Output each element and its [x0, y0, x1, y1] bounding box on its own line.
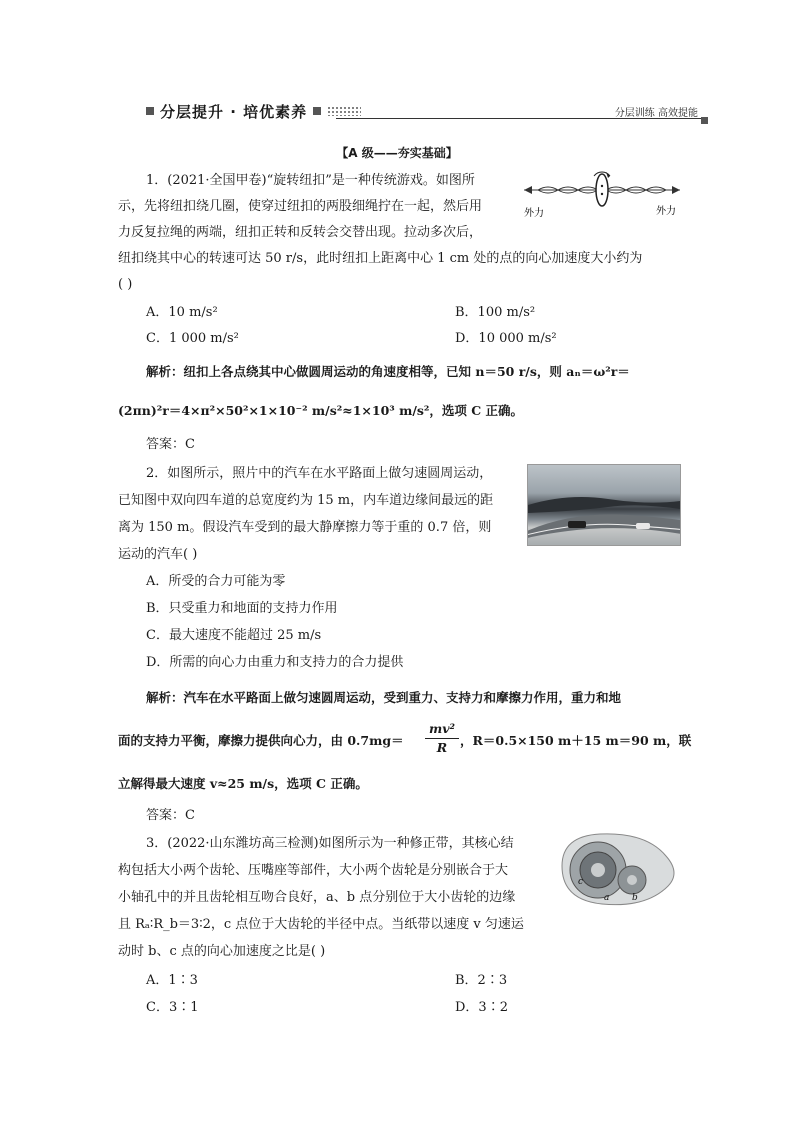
- q3-line-5: 动时 b、c 点的向心加速度之比是( ): [118, 944, 326, 959]
- q2-line-3: 离为 150 m。假设汽车受到的最大静摩擦力等于重的 0.7 倍，则: [118, 520, 492, 535]
- dotted-pattern-icon: [327, 106, 361, 116]
- q1-line-1: 1．(2021·全国甲卷)“旋转纽扣”是一种传统游戏。如图所: [146, 173, 475, 188]
- section-header: [146, 100, 361, 122]
- q1-option-b: B．100 m/s²: [455, 305, 536, 320]
- q3-line-4: 且 Rₐ∶R_b＝3∶2，c 点位于大齿轮的半径中点。当纸带以速度 v 匀速运: [118, 917, 524, 932]
- q2-fraction: [425, 720, 459, 757]
- header-right-text: 分层训练 高效提能: [614, 108, 698, 119]
- q1-analysis-1: 解析：纽扣上各点绕其中心做圆周运动的角速度相等，已知 n＝50 r/s，则 aₙ＝ω²r＝: [146, 364, 630, 379]
- q3-line-2: 构包括大小两个齿轮、压嘴座等部件，大小两个齿轮是分别嵌合于大: [118, 863, 509, 878]
- q1-option-a: A．10 m/s²: [146, 305, 218, 320]
- q2-option-d: D．所需的向心力由重力和支持力的合力提供: [146, 655, 404, 670]
- q1-line-5: ( ): [118, 277, 133, 292]
- q1-force-left-label: 外力: [524, 208, 544, 219]
- q3-figure-correction-tape: [548, 826, 686, 912]
- level-label: 【A 级——夯实基础】: [336, 146, 458, 160]
- q3-line-3: 小轴孔中的并且齿轮相互吻合良好，a、b 点分别位于大小齿轮的边缘: [118, 890, 516, 905]
- q1-answer: 答案：C: [146, 437, 195, 452]
- square-bullet-icon: [701, 117, 708, 124]
- q3-option-b: B．2∶3: [455, 973, 508, 988]
- square-bullet-icon: [313, 107, 321, 115]
- q2-answer: 答案：C: [146, 808, 195, 823]
- q1-option-c: C．1 000 m/s²: [146, 331, 239, 346]
- q2-line-1: 2．如图所示，照片中的汽车在水平路面上做匀速圆周运动，: [146, 466, 493, 481]
- q1-analysis-2: (2πn)²r＝4×π²×50²×1×10⁻² m/s²≈1×10³ m/s²，选项 C 正确。: [118, 403, 524, 418]
- q1-line-2: 示，先将纽扣绕几圈，使穿过纽扣的两股细绳拧在一起，然后用: [118, 199, 483, 214]
- q3-point-c-label: c: [578, 877, 584, 887]
- q1-figure-spinning-button: [518, 166, 686, 222]
- q3-point-a-label: a: [604, 893, 610, 903]
- q3-line-1: 3．(2022·山东潍坊高三检测)如图所示为一种修正带，其核心结: [146, 836, 514, 851]
- square-bullet-icon: [146, 107, 154, 115]
- q3-option-d: D．3∶2: [455, 1000, 508, 1015]
- q1-force-right-label: 外力: [656, 206, 676, 217]
- q1-line-3: 力反复拉绳的两端，纽扣正转和反转会交替出现。拉动多次后，: [118, 225, 483, 240]
- q2-analysis-2b: ，R＝0.5×150 m＋15 m＝90 m，联: [460, 733, 692, 748]
- q2-analysis-2a: 面的支持力平衡，摩擦力提供向心力，由 0.7mg＝: [118, 733, 404, 748]
- section-header-title: 分层提升 · 培优素养: [160, 102, 308, 121]
- fraction-numerator: mv²: [425, 720, 459, 739]
- q3-option-a: A．1∶3: [146, 973, 198, 988]
- road-illustration: [528, 465, 680, 545]
- q1-option-d: D．10 000 m/s²: [455, 331, 557, 346]
- q2-photo-curved-road: [527, 464, 681, 546]
- q3-option-c: C．3∶1: [146, 1000, 199, 1015]
- fraction-denominator: R: [436, 740, 448, 755]
- q3-point-b-label: b: [632, 893, 638, 903]
- q2-analysis-1: 解析：汽车在水平路面上做匀速圆周运动，受到重力、支持力和摩擦力作用，重力和地: [146, 690, 622, 705]
- q2-line-4: 运动的汽车( ): [118, 547, 198, 562]
- q2-option-c: C．最大速度不能超过 25 m/s: [146, 628, 322, 643]
- q1-line-4: 纽扣绕其中心的转速可达 50 r/s，此时纽扣上距离中心 1 cm 处的点的向心加速度大小约为: [118, 251, 643, 266]
- q2-analysis-3: 立解得最大速度 v≈25 m/s，选项 C 正确。: [118, 776, 368, 791]
- q2-option-a: A．所受的合力可能为零: [146, 574, 286, 589]
- q2-option-b: B．只受重力和地面的支持力作用: [146, 601, 338, 616]
- q2-line-2: 已知图中双向四车道的总宽度约为 15 m，内车道边缘间最远的距: [118, 493, 494, 508]
